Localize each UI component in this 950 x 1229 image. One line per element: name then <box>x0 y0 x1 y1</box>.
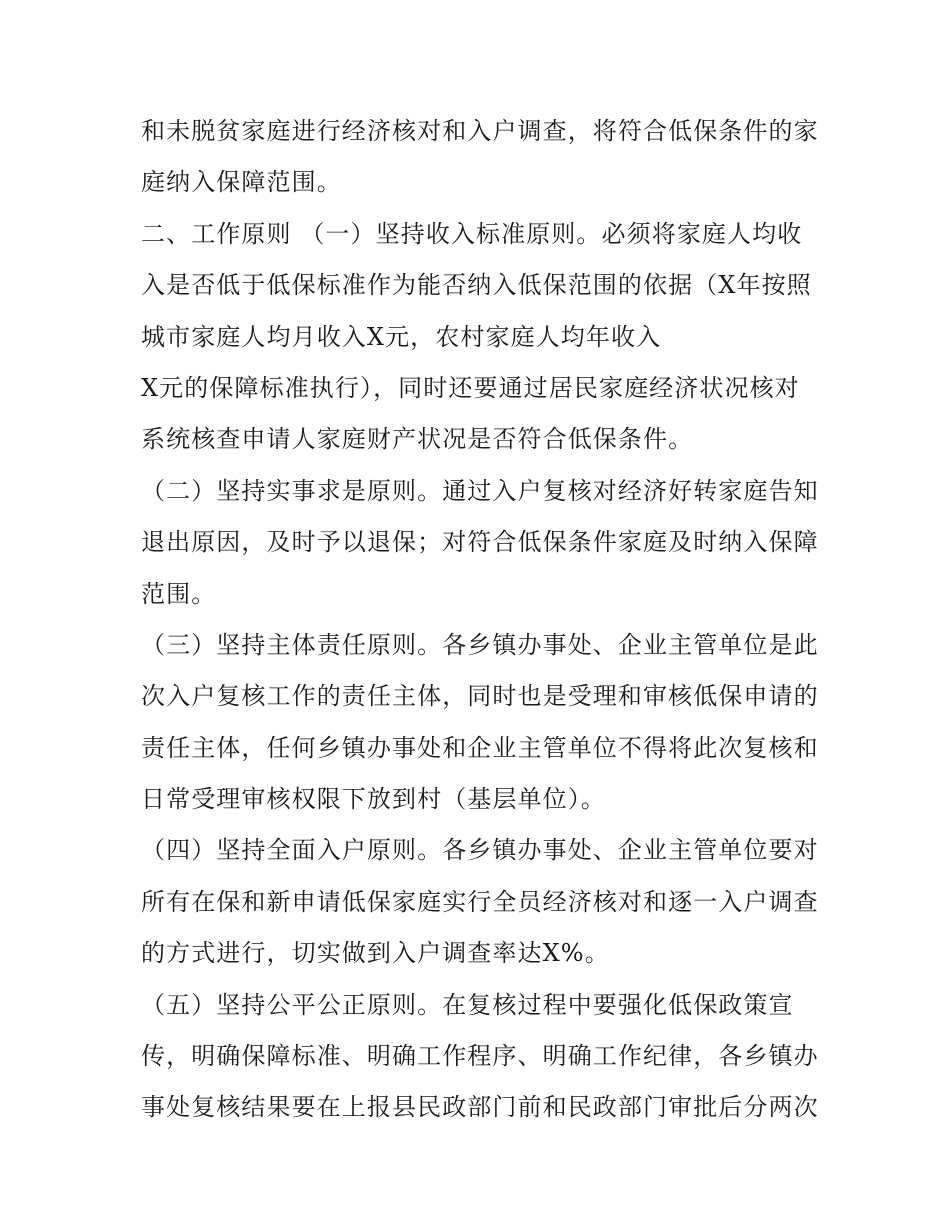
text-line: 日常受理审核权限下放到村（基层单位）。 <box>141 785 606 814</box>
text-line: （二）坚持实事求是原则。通过入户复核对经济好转家庭告知 <box>141 476 819 505</box>
text-line: （四）坚持全面入户原则。各乡镇办事处、企业主管单位要对 <box>141 836 819 865</box>
text-line: （五）坚持公平公正原则。在复核过程中要强化低保政策宣 <box>141 990 794 1019</box>
text-line: X元的保障标准执行），同时还要通过居民家庭经济状况核对 <box>141 373 800 402</box>
text-line: 范围。 <box>141 579 217 608</box>
document-body <box>141 106 821 1134</box>
text-line: 传，明确保障标准、明确工作程序、明确工作纪律，各乡镇办 <box>141 1042 819 1071</box>
text-line: 城市家庭人均月收入X元，农村家庭人均年收入 <box>141 322 662 351</box>
text-line: 入是否低于低保标准作为能否纳入低保范围的依据（X年按照 <box>141 271 812 300</box>
text-line: 退出原因，及时予以退保；对符合低保条件家庭及时纳入保障 <box>141 528 819 557</box>
text-line: 所有在保和新申请低保家庭实行全员经济核对和逐一入户调查 <box>141 887 819 916</box>
text-line: 的方式进行，切实做到入户调查率达X%。 <box>141 939 610 968</box>
text-line: 责任主体，任何乡镇办事处和企业主管单位不得将此次复核和 <box>141 733 819 762</box>
text-line: 二、工作原则 （一）坚持收入标准原则。必须将家庭人均收 <box>141 219 803 248</box>
text-line: 庭纳入保障范围。 <box>141 168 342 197</box>
text-line: （三）坚持主体责任原则。各乡镇办事处、企业主管单位是此 <box>141 630 819 659</box>
text-line: 次入户复核工作的责任主体，同时也是受理和审核低保申请的 <box>141 682 819 711</box>
text-line: 和未脱贫家庭进行经济核对和入户调查，将符合低保条件的家 <box>141 117 819 145</box>
text-line: 事处复核结果要在上报县民政部门前和民政部门审批后分两次 <box>141 1093 819 1122</box>
text-line: 系统核查申请人家庭财产状况是否符合低保条件。 <box>141 425 694 454</box>
